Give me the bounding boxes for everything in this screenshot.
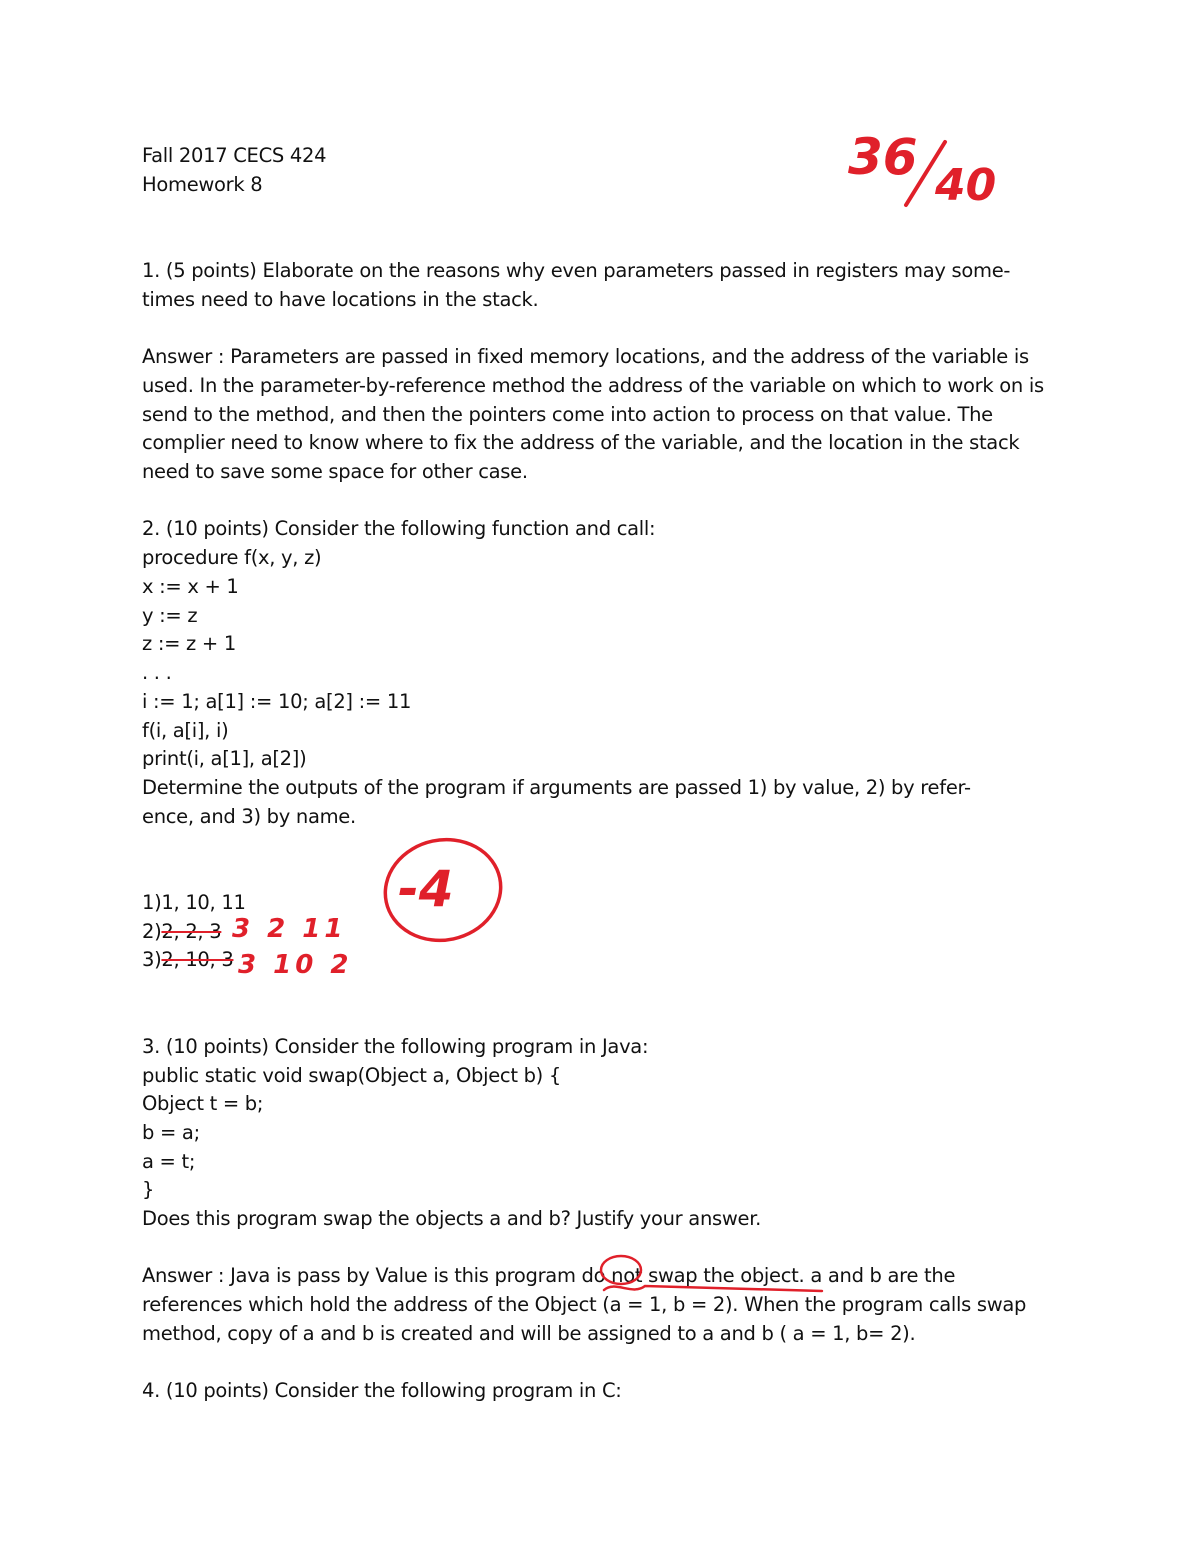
q3-answer-line-3: method, copy of a and b is created and will be assigned to a and b ( a = 1, b= 2). <box>142 1322 916 1345</box>
q2-code-line-4: z := z + 1 <box>142 632 236 655</box>
q3-answer-line-2: references which hold the address of the Object (a = 1, b = 2). When the program calls swap <box>142 1293 1027 1316</box>
q1-answer-line-5: need to save some space for other case. <box>142 460 528 483</box>
grade-total: 40 <box>935 160 997 211</box>
q3-answer-line-1: Answer : Java is pass by Value is this program do not swap the object. a and b are the <box>142 1264 956 1287</box>
q2-answer-2 <box>142 920 221 944</box>
q2-code-line-1: procedure f(x, y, z) <box>142 546 322 569</box>
q2-code-line-3: y := z <box>142 604 198 627</box>
q2-correction-3: 3 10 2 <box>238 950 353 980</box>
q4-prompt: 4. (10 points) Consider the following program in C: <box>142 1379 622 1402</box>
q2-answer-3-value: 2, 10, 3 <box>161 948 234 971</box>
q2-answer-1 <box>142 891 246 915</box>
q2-answer-1-label: 1) <box>142 891 162 914</box>
q2-answer-3-label: 3) <box>142 948 162 971</box>
q1-answer-line-2: used. In the parameter-by-reference method the address of the variable on which to work on is <box>142 374 1044 397</box>
q2-code-line-8: print(i, a[1], a[2]) <box>142 747 307 770</box>
q2-question-line-1: Determine the outputs of the program if arguments are passed 1) by value, 2) by refer- <box>142 776 971 799</box>
q1-prompt-line-2: times need to have locations in the stack. <box>142 288 539 311</box>
grade-score: 36 <box>848 128 918 186</box>
q1-answer-line-3: send to the method, and then the pointers come into action to process on that value. The <box>142 403 993 426</box>
q1-answer-line-4: complier need to know where to fix the address of the variable, and the location in the stack <box>142 431 1020 454</box>
q2-correction-2: 3 2 11 <box>232 914 347 944</box>
q2-code-line-5: . . . <box>142 661 172 684</box>
q2-answer-3 <box>142 948 233 972</box>
q2-code-line-7: f(i, a[i], i) <box>142 719 229 742</box>
q1-answer-line-1: Answer : Parameters are passed in fixed memory locations, and the address of the variable is <box>142 345 1029 368</box>
q2-prompt: 2. (10 points) Consider the following function and call: <box>142 517 656 540</box>
course-title: Fall 2017 CECS 424 <box>142 144 327 167</box>
q1-prompt-line-1: 1. (5 points) Elaborate on the reasons why even parameters passed in registers may some- <box>142 259 1011 282</box>
assignment-title: Homework 8 <box>142 173 263 196</box>
q2-question-line-2: ence, and 3) by name. <box>142 805 356 828</box>
q3-code-line-2: Object t = b; <box>142 1092 264 1115</box>
grade-deduction: -4 <box>398 860 454 918</box>
q3-prompt: 3. (10 points) Consider the following program in Java: <box>142 1035 649 1058</box>
q2-code-line-6: i := 1; a[1] := 10; a[2] := 11 <box>142 690 412 713</box>
q2-code-line-2: x := x + 1 <box>142 575 239 598</box>
q2-answer-2-value: 2, 2, 3 <box>161 920 222 943</box>
q3-code-line-3: b = a; <box>142 1121 200 1144</box>
q2-answer-1-value: 1, 10, 11 <box>161 891 246 914</box>
q3-question: Does this program swap the objects a and b? Justify your answer. <box>142 1207 762 1230</box>
q2-answer-2-label: 2) <box>142 920 162 943</box>
q3-code-line-1: public static void swap(Object a, Object b) { <box>142 1064 561 1087</box>
q3-code-line-5: } <box>142 1178 155 1201</box>
q3-code-line-4: a = t; <box>142 1150 196 1173</box>
